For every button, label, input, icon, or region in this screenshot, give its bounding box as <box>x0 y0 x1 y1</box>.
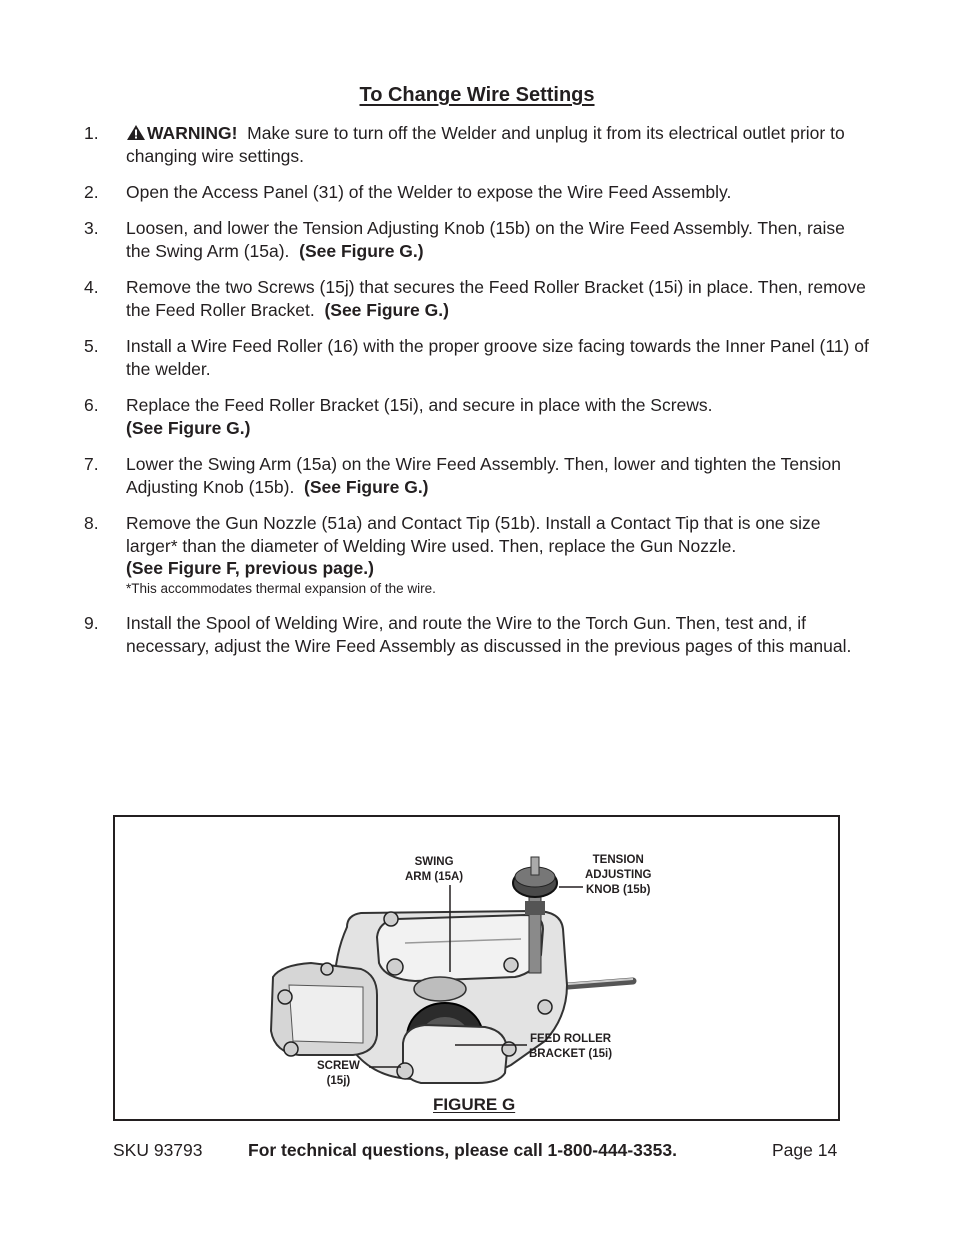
step-4 <box>84 276 874 321</box>
step-5 <box>84 335 874 380</box>
step-text: Install the Spool of Welding Wire, and route the Wire to the Torch Gun. Then, test and, if necessary, adjust the Wire Feed Assembly as discussed in the previous pages of this manual. <box>126 613 852 656</box>
step-text: Loosen, and lower the Tension Adjusting Knob (15b) on the Wire Feed Assembly. Then, raise the Swing Arm (15a). <box>126 218 845 261</box>
warning-icon <box>126 124 146 141</box>
figure-reference: (See Figure F, previous page.) <box>126 558 374 578</box>
step-7 <box>84 453 874 498</box>
footer-page-number: Page 14 <box>772 1140 838 1160</box>
step-9 <box>84 612 874 657</box>
step-number: 2. <box>84 182 99 202</box>
warning-label: WARNING! <box>147 123 238 143</box>
callout-swing-arm: SWING ARM (15A) <box>405 856 464 883</box>
step-text: Remove the two Screws (15j) that secures the Feed Roller Bracket (15i) in place. Then, remove the Feed Roller Bracket. <box>126 277 866 320</box>
step-8 <box>84 512 874 597</box>
figure-reference: (See Figure G.) <box>126 417 251 438</box>
callout-screw: SCREW (15j) <box>317 1060 360 1087</box>
figure-reference: (See Figure G.) <box>324 299 449 320</box>
step-6 <box>84 394 874 439</box>
page-title: To Change Wire Settings <box>359 84 595 106</box>
step-3 <box>84 217 874 262</box>
step-number: 1. <box>84 123 99 143</box>
step-text: Install a Wire Feed Roller (16) with the proper groove size facing towards the Inner Panel (11) of the welder. <box>126 336 869 379</box>
footer-sku: SKU 93793 <box>113 1140 203 1160</box>
wire-feed-assembly-illustration <box>115 817 838 1119</box>
step-number: 8. <box>84 513 99 533</box>
step-2 <box>84 181 874 204</box>
step-text: Remove the Gun Nozzle (51a) and Contact Tip (51b). Install a Contact Tip that is one size larger* than the diameter of Welding Wire used. Then, replace the Gun Nozzle. <box>126 513 821 556</box>
figure-reference: (See Figure G.) <box>299 240 424 261</box>
footer-support-line: For technical questions, please call 1-800-444-3353. <box>248 1140 677 1160</box>
step-text: Open the Access Panel (31) of the Welder to expose the Wire Feed Assembly. <box>126 182 732 202</box>
callout-feed-roller-bracket: FEED ROLLER BRACKET (15i) <box>529 1033 613 1060</box>
step-1 <box>84 122 874 167</box>
footnote: *This accommodates thermal expansion of the wire. <box>126 580 436 596</box>
step-text: Lower the Swing Arm (15a) on the Wire Feed Assembly. Then, lower and tighten the Tension Adjusting Knob (15b). <box>126 454 841 497</box>
step-number: 7. <box>84 454 99 474</box>
figure-reference: (See Figure G.) <box>304 476 429 497</box>
figure-caption: FIGURE G <box>433 1095 516 1114</box>
step-text: Replace the Feed Roller Bracket (15i), and secure in place with the Screws. <box>126 395 713 415</box>
step-number: 9. <box>84 613 99 633</box>
callout-tension-adjusting-knob: TENSION ADJUSTING KNOB (15b) <box>585 854 652 896</box>
step-text: Make sure to turn off the Welder and unplug it from its electrical outlet prior to changing wire settings. <box>126 123 845 166</box>
step-number: 4. <box>84 277 99 297</box>
figure-g <box>113 815 840 1121</box>
step-number: 6. <box>84 395 99 415</box>
step-number: 5. <box>84 336 99 356</box>
step-number: 3. <box>84 218 99 238</box>
